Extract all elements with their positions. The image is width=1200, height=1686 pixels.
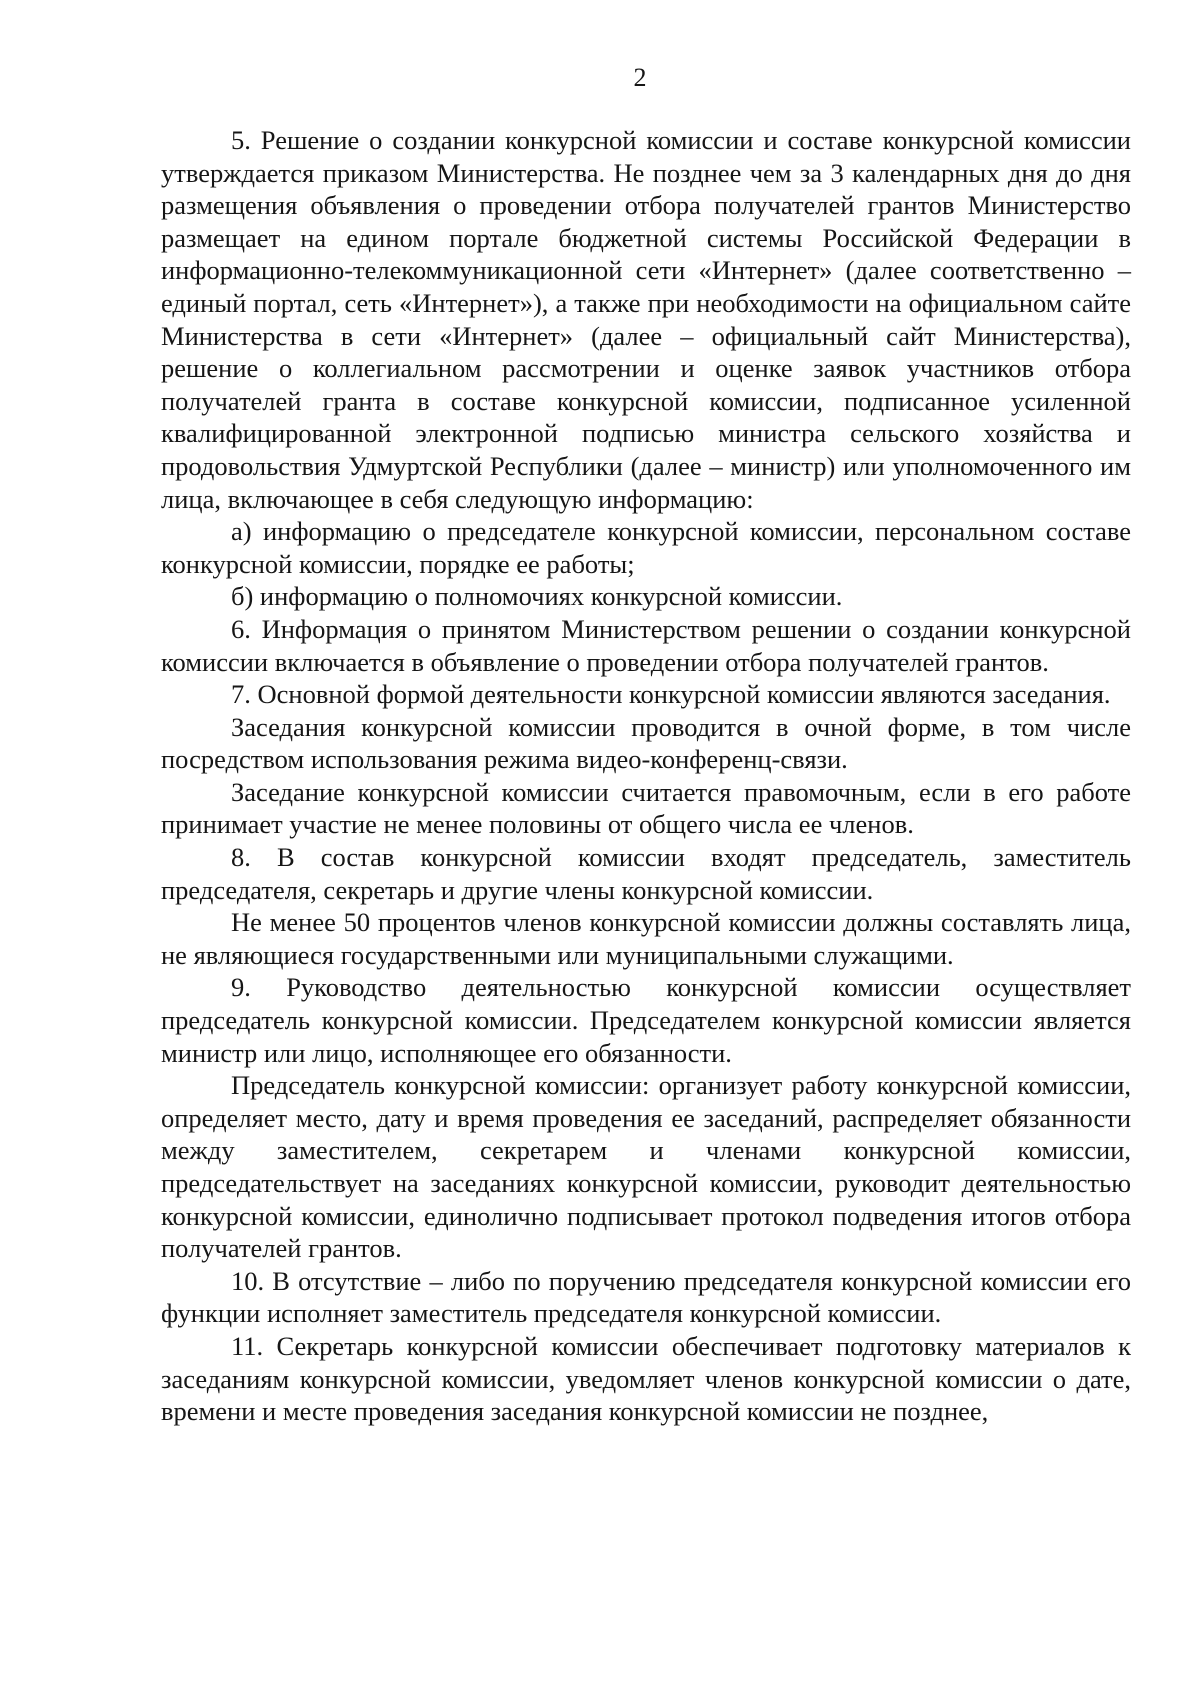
paragraph-10: 10. В отсутствие – либо по поручению председателя конкурсной комиссии его функции исполняет заместитель председателя конкурсной комиссии. — [161, 1265, 1131, 1329]
page-number: 2 — [633, 63, 647, 92]
paragraph-9-chair-duties: Председатель конкурсной комиссии: организует работу конкурсной комиссии, определяет место, дату и время проведения ее заседаний, распределяет обязанности между заместителем, секретарем и членами конкурсной комиссии, председательствует на заседаниях конкурсной комиссии, руководит деятельностью конкурсной комиссии, единолично подписывает протокол подведения итогов отбора получателей грантов. — [161, 1070, 1131, 1264]
paragraph-11: 11. Секретарь конкурсной комиссии обеспечивает подготовку материалов к заседаниям конкурсной комиссии, уведомляет членов конкурсной комиссии о дате, времени и месте проведения заседания конкурсной комиссии не позднее, — [161, 1330, 1131, 1427]
paragraph-7-meetings-form: Заседания конкурсной комиссии проводится в очной форме, в том числе посредством использования режима видео-конференц-связи. — [161, 711, 1131, 775]
paragraph-5b: б) информацию о полномочиях конкурсной комиссии. — [231, 581, 843, 612]
paragraph-8: 8. В состав конкурсной комиссии входят председатель, заместитель председателя, секретарь и другие члены конкурсной комиссии. — [161, 842, 1131, 905]
paragraph-9: 9. Руководство деятельностью конкурсной комиссии осуществляет председатель конкурсной комиссии. Председателем конкурсной комиссии является министр или лицо, исполняющее его обязанности. — [161, 972, 1131, 1068]
paragraph-5: 5. Решение о создании конкурсной комиссии и составе конкурсной комиссии утверждается приказом Министерства. Не позднее чем за 3 календарных дня до дня размещения объявления о проведении отбора получателей грантов Министерство размещает на едином портале бюджетной системы Российской Федерации в информационно-телекоммуникационной сети «Интернет» (далее соответственно – единый портал, сеть «Интернет»), а также при необходимости на официальном сайте Министерства в сети «Интернет» (далее – официальный сайт Министерства), решение о коллегиальном рассмотрении и оценке заявок участников отбора получателей гранта в составе конкурсной комиссии, подписанное усиленной квалифицированной электронной подписью министра сельского хозяйства и продовольствия Удмуртской Республики (далее – министр) или уполномоченного им лица, включающее в себя следующую информацию: — [161, 125, 1131, 514]
paragraph-5a: а) информацию о председателе конкурсной комиссии, персональном составе конкурсной комиссии, порядке ее работы; — [161, 516, 1131, 579]
paragraph-6: 6. Информация о принятом Министерством решении о создании конкурсной комиссии включается в объявление о проведении отбора получателей грантов. — [161, 613, 1131, 677]
paragraph-8-composition: Не менее 50 процентов членов конкурсной комиссии должны составлять лица, не являющиеся государственными или муниципальными служащими. — [161, 907, 1131, 970]
paragraph-7-quorum: Заседание конкурсной комиссии считается правомочным, если в его работе принимает участие не менее половины от общего числа ее членов. — [161, 776, 1131, 840]
document-body — [161, 124, 1131, 1428]
paragraph-7: 7. Основной формой деятельности конкурсной комиссии являются заседания. — [231, 679, 1111, 710]
